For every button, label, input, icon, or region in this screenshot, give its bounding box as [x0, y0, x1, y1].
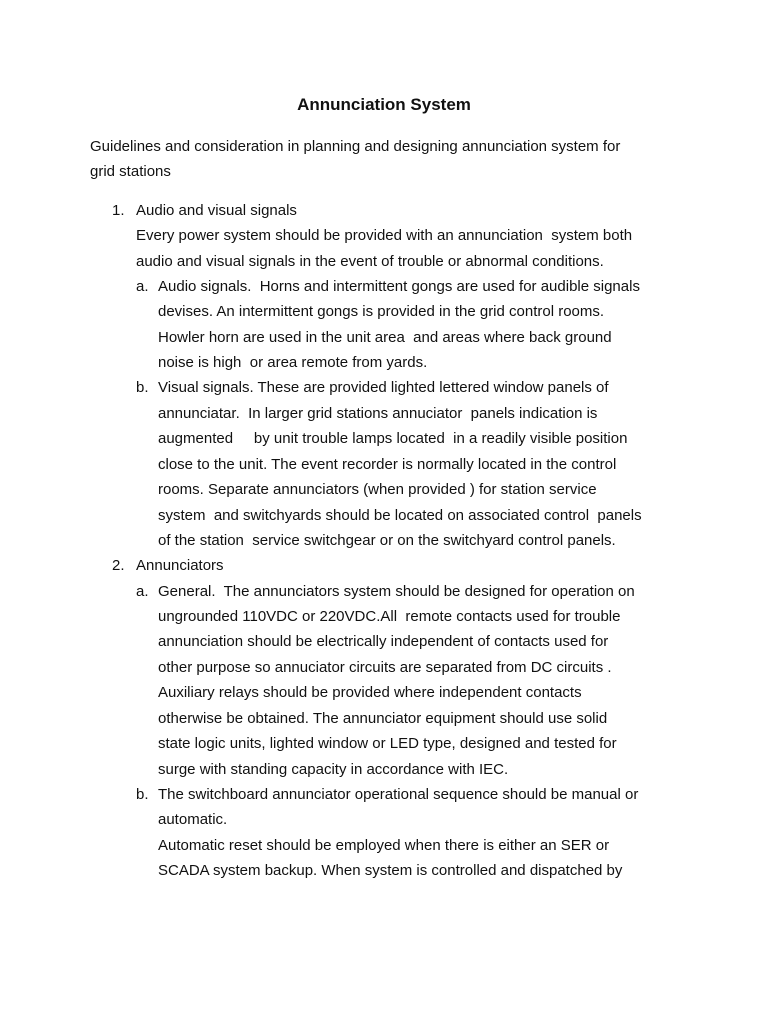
item-line: Automatic reset should be employed when there is either an SER or	[158, 837, 610, 854]
intro-line: Guidelines and consideration in planning and designing annunciation system for	[90, 138, 621, 155]
item-line: rooms. Separate annunciators (when provided ) for station service	[158, 481, 597, 498]
item-line: Visual signals. These are provided lighted lettered window panels of	[158, 379, 609, 396]
item-line: state logic units, lighted window or LED type, designed and tested for	[158, 735, 617, 752]
item-line: devises. An intermittent gongs is provided in the grid control rooms.	[158, 303, 605, 320]
item-line: SCADA system backup. When system is controlled and dispatched by	[158, 862, 623, 879]
item-line: surge with standing capacity in accordance with IEC.	[158, 761, 509, 778]
section-heading: Audio and visual signals	[136, 202, 297, 219]
item-line: noise is high or area remote from yards.	[158, 354, 428, 371]
section-number: 2.	[112, 557, 125, 574]
item-line: Howler horn are used in the unit area and areas where back ground	[158, 329, 612, 346]
document-title: Annunciation System	[297, 95, 471, 114]
item-line: annunciation should be electrically independent of contacts used for	[158, 633, 609, 650]
item-line: other purpose so annuciator circuits are separated from DC circuits .	[158, 659, 612, 676]
item-line: General. The annunciators system should be designed for operation on	[158, 583, 635, 600]
section-number: 1.	[112, 202, 125, 219]
item-line: The switchboard annunciator operational sequence should be manual or	[158, 786, 639, 803]
item-line: close to the unit. The event recorder is normally located in the control	[158, 456, 617, 473]
item-line: Auxiliary relays should be provided where independent contacts	[158, 684, 582, 701]
item-letter: b.	[136, 786, 149, 803]
item-line: otherwise be obtained. The annunciator equipment should use solid	[158, 710, 608, 727]
intro-line: grid stations	[90, 163, 171, 180]
item-line: system and switchyards should be located on associated control panels	[158, 507, 642, 524]
item-line: Audio signals. Horns and intermittent gongs are used for audible signals	[158, 278, 640, 295]
item-line: augmented by unit trouble lamps located in a readily visible position	[158, 430, 628, 447]
item-letter: a.	[136, 583, 149, 600]
item-letter: a.	[136, 278, 149, 295]
item-letter: b.	[136, 379, 149, 396]
item-line: of the station service switchgear or on the switchyard control panels.	[158, 532, 616, 549]
item-line: automatic.	[158, 811, 228, 828]
section-body-line: audio and visual signals in the event of trouble or abnormal conditions.	[136, 253, 604, 270]
section-heading: Annunciators	[136, 557, 224, 574]
section-body-line: Every power system should be provided with an annunciation system both	[136, 227, 633, 244]
item-line: annunciatar. In larger grid stations annuciator panels indication is	[158, 405, 598, 422]
item-line: ungrounded 110VDC or 220VDC.All remote contacts used for trouble	[158, 608, 621, 625]
